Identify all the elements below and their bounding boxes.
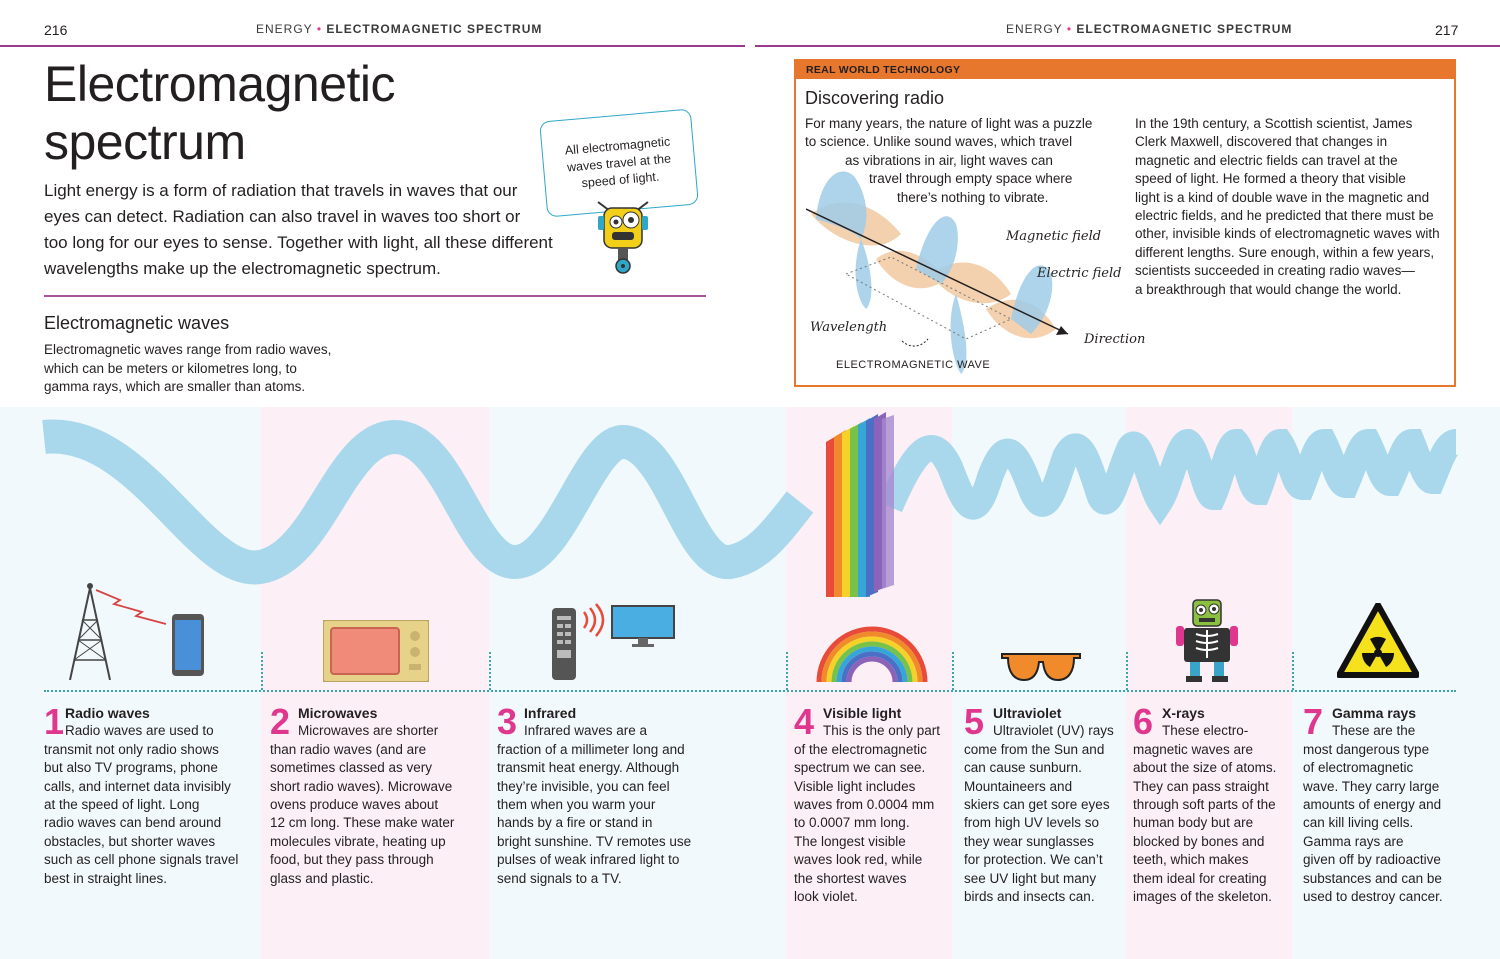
column-divider xyxy=(1292,652,1294,690)
item-line: magnetic waves are xyxy=(1133,741,1254,757)
item-line: They can pass straight xyxy=(1133,778,1269,794)
text-line: a breakthrough that would change the world. xyxy=(1135,281,1402,297)
text-line: as vibrations in air, light waves can xyxy=(845,152,1053,168)
title-line: spectrum xyxy=(44,114,246,170)
spectrum-item-ultraviolet xyxy=(964,701,1124,906)
item-line: Infrared waves are a xyxy=(524,723,648,739)
item-line: 12 cm long. These make water xyxy=(270,815,455,831)
item-line: transmit heat energy. Although xyxy=(497,760,680,776)
item-title: Visible light xyxy=(823,705,902,721)
text-line: to science. Unlike sound waves, which travel xyxy=(805,134,1073,150)
text-line: there’s nothing to vibrate. xyxy=(897,189,1049,205)
column-divider xyxy=(786,652,788,690)
item-line: molecules vibrate, heating up xyxy=(270,833,446,849)
real-world-box xyxy=(794,59,1456,387)
item-line: glass and plastic. xyxy=(270,870,374,886)
item-line: than radio waves (and are xyxy=(270,741,427,757)
item-line: for protection. We can’t xyxy=(964,852,1103,868)
sunglasses-icon xyxy=(1000,652,1082,682)
bullet: • xyxy=(1066,22,1073,36)
bubble-text: All electromagnetic waves travel at the speed of light. xyxy=(564,133,672,190)
column-divider xyxy=(1126,652,1128,690)
item-line: most dangerous type xyxy=(1303,741,1430,757)
item-line: Gamma rays are xyxy=(1303,833,1404,849)
text-line: magnetic and electric fields can travel at the xyxy=(1135,152,1398,168)
bullet: • xyxy=(316,22,323,36)
text-line: other, invisible kinds of electromagnetic waves with xyxy=(1135,226,1440,242)
column-divider xyxy=(261,652,263,690)
item-title: Gamma rays xyxy=(1332,705,1417,721)
section-label: ENERGY xyxy=(256,22,313,36)
item-line: at the speed of light. Long xyxy=(44,797,200,813)
intro-line: too long for our eyes to sense. Together with light, all these different xyxy=(44,233,553,252)
item-line: spectrum we can see. xyxy=(794,760,926,776)
intro-line: Light energy is a form of radiation that travels in waves that our xyxy=(44,181,518,200)
item-line: skiers can get sore eyes xyxy=(964,797,1110,813)
item-line: of the electromagnetic xyxy=(794,741,927,757)
item-number: 7 xyxy=(1303,701,1324,742)
item-title: Microwaves xyxy=(298,705,378,721)
item-number: 3 xyxy=(497,701,518,742)
spectrum-item-radio xyxy=(44,701,256,888)
item-title: Radio waves xyxy=(65,705,150,721)
item-line: bright sunshine. TV remotes use xyxy=(497,833,692,849)
item-line: of electromagnetic xyxy=(1303,760,1414,776)
real-world-tag: REAL WORLD TECHNOLOGY xyxy=(796,61,1454,79)
item-line: These are the xyxy=(1332,723,1416,739)
item-line: The longest visible xyxy=(794,833,906,849)
item-line: best in straight lines. xyxy=(44,870,168,886)
item-line: waves look red, while xyxy=(794,852,923,868)
item-number: 5 xyxy=(964,701,985,742)
spectrum-item-gamma xyxy=(1303,701,1463,906)
waves-line: Electromagnetic waves range from radio waves, xyxy=(44,342,332,357)
column-divider xyxy=(952,652,954,690)
item-line: them when you warm your xyxy=(497,797,656,813)
section-label: ENERGY xyxy=(1006,22,1063,36)
item-line: human body but are xyxy=(1133,815,1254,831)
remote-tv-icon xyxy=(552,600,677,682)
item-line: Ultraviolet (UV) rays xyxy=(993,723,1114,739)
radiation-warning-icon xyxy=(1337,603,1419,679)
item-line: come from the Sun and xyxy=(964,741,1105,757)
column-divider xyxy=(489,652,491,690)
text-line: speed of light. He formed a theory that visible xyxy=(1135,171,1406,187)
intro-paragraph xyxy=(44,178,564,282)
item-line: they’re invisible, you can feel xyxy=(497,778,670,794)
item-line: fraction of a millimeter long and xyxy=(497,741,685,757)
item-line: blocked by bones and xyxy=(1133,833,1265,849)
left-running-head xyxy=(256,22,542,36)
item-title: Ultraviolet xyxy=(993,705,1062,721)
waves-heading: Electromagnetic waves xyxy=(44,313,230,333)
item-number: 4 xyxy=(794,701,815,742)
item-line: food, but they pass through xyxy=(270,852,434,868)
text-line: different lengths. Sure enough, within a few years, xyxy=(1135,244,1435,260)
item-line: sometimes classed as very xyxy=(270,760,433,776)
item-line: used to destroy cancer. xyxy=(1303,889,1443,905)
intro-line: wavelengths make up the electromagnetic spectrum. xyxy=(44,259,441,278)
item-line: Mountaineers and xyxy=(964,778,1073,794)
item-line: given off by radioactive xyxy=(1303,852,1441,868)
diagram-caption: ELECTROMAGNETIC WAVE xyxy=(836,359,991,371)
item-line: but also TV programs, phone xyxy=(44,760,218,776)
item-line: amounts of energy and xyxy=(1303,797,1442,813)
item-line: hands by a fire or stand in xyxy=(497,815,653,831)
item-number: 2 xyxy=(270,701,291,742)
item-line: Visible light includes xyxy=(794,778,916,794)
item-line: send signals to a TV. xyxy=(497,870,622,886)
text-line: In the 19th century, a Scottish scientist, James xyxy=(1135,116,1413,131)
item-number: 1 xyxy=(44,701,65,742)
item-number: 6 xyxy=(1133,701,1154,742)
robot-icon xyxy=(578,198,668,278)
item-line: such as cell phone signals travel xyxy=(44,852,239,868)
item-line: substances and can be xyxy=(1303,870,1442,886)
item-line: calls, and internet data invisibly xyxy=(44,778,231,794)
text-line: travel through empty space where xyxy=(869,171,1073,187)
item-line: teeth, which makes xyxy=(1133,852,1249,868)
item-line: birds and insects can. xyxy=(964,889,1095,905)
item-line: wave. They carry large xyxy=(1303,778,1440,794)
microwave-oven-icon xyxy=(323,620,429,682)
item-line: Radio waves are used to xyxy=(65,723,214,739)
item-line: through soft parts of the xyxy=(1133,797,1276,813)
waves-description xyxy=(44,341,354,397)
topic-label: ELECTROMAGNETIC SPECTRUM xyxy=(1076,22,1293,36)
spectrum-item-xrays xyxy=(1133,701,1289,906)
right-running-head xyxy=(1006,22,1292,36)
item-line: from high UV levels so xyxy=(964,815,1100,831)
item-line: obstacles, but shorter waves xyxy=(44,833,216,849)
section-divider xyxy=(44,295,706,297)
text-line: For many years, the nature of light was a puzzle xyxy=(805,116,1093,131)
item-line: them ideal for creating xyxy=(1133,870,1267,886)
item-line: look violet. xyxy=(794,889,858,905)
spectrum-baseline xyxy=(44,690,1456,692)
item-line: transmit not only radio shows xyxy=(44,741,219,757)
item-line: can cause sunburn. xyxy=(964,760,1082,776)
topic-label: ELECTROMAGNETIC SPECTRUM xyxy=(326,22,543,36)
radio-tower-phone-icon xyxy=(62,580,212,680)
item-line: ovens produce waves about xyxy=(270,797,439,813)
real-world-right-text xyxy=(1135,115,1455,299)
item-line: pulses of weak infrared light to xyxy=(497,852,680,868)
spectrum-item-microwaves xyxy=(270,701,484,888)
spectrum-item-visible-light xyxy=(794,701,950,906)
waves-line: gamma rays, which are smaller than atoms. xyxy=(44,379,306,394)
left-page-number: 216 xyxy=(44,22,68,38)
item-line: waves from 0.0004 mm xyxy=(794,797,935,813)
item-title: X-rays xyxy=(1162,705,1205,721)
item-line: short radio waves). Microwave xyxy=(270,778,453,794)
item-line: they wear sunglasses xyxy=(964,833,1094,849)
spectrum-item-infrared xyxy=(497,701,782,888)
item-line: These electro- xyxy=(1162,723,1249,739)
rainbow-icon xyxy=(815,625,929,683)
real-world-title: Discovering radio xyxy=(805,88,945,108)
visible-light-prism xyxy=(826,412,894,597)
intro-line: eyes can detect. Radiation can also travel in waves too short or xyxy=(44,207,521,226)
item-line: radio waves can bend around xyxy=(44,815,222,831)
xray-robot-icon xyxy=(1176,596,1238,684)
item-line: This is the only part xyxy=(823,723,941,739)
text-line: electric fields, and he predicted that there must be xyxy=(1135,208,1434,224)
right-page-number: 217 xyxy=(1435,22,1459,38)
item-line: the shortest waves xyxy=(794,870,907,886)
item-line: Microwaves are shorter xyxy=(298,723,439,739)
electric-field-label: Electric field xyxy=(1037,266,1122,281)
header-rule xyxy=(0,45,745,47)
item-line: can kill living cells. xyxy=(1303,815,1414,831)
header-rule xyxy=(755,45,1500,47)
item-title: Infrared xyxy=(524,705,577,721)
item-line: to 0.0007 mm long. xyxy=(794,815,910,831)
item-line: images of the skeleton. xyxy=(1133,889,1272,905)
text-line: scientists succeeded in creating radio waves— xyxy=(1135,263,1415,279)
title-line: Electromagnetic xyxy=(44,56,395,112)
magnetic-field-label: Magnetic field xyxy=(1006,229,1102,244)
item-line: see UV light but many xyxy=(964,870,1097,886)
page-title xyxy=(44,55,395,171)
direction-label: Direction xyxy=(1084,332,1146,347)
spectrum-wave xyxy=(0,407,1500,597)
wavelength-label: Wavelength xyxy=(810,320,888,335)
text-line: light is a kind of double wave in the magnetic and xyxy=(1135,189,1430,205)
text-line: Clerk Maxwell, discovered that changes in xyxy=(1135,134,1388,150)
item-line: about the size of atoms. xyxy=(1133,760,1277,776)
waves-line: which can be meters or kilometres long, to xyxy=(44,360,297,376)
